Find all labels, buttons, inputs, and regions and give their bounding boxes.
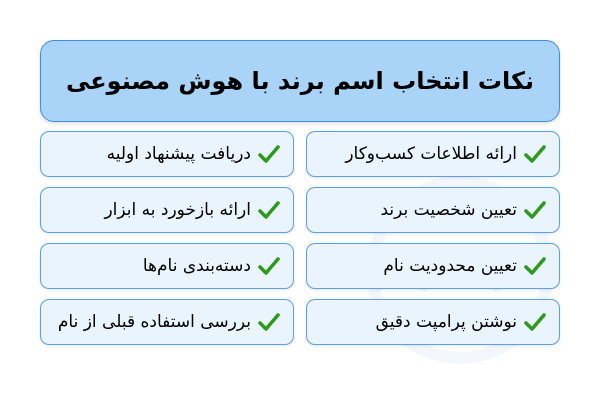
check-icon: [523, 254, 547, 278]
check-icon: [257, 254, 281, 278]
check-icon: [523, 310, 547, 334]
tip-label: دریافت پیشنهاد اولیه: [106, 144, 251, 164]
page-title: نکات انتخاب اسم برند با هوش مصنوعی: [65, 67, 534, 95]
check-icon: [523, 198, 547, 222]
tip-card: [306, 187, 560, 233]
check-icon: [523, 142, 547, 166]
tip-card: [40, 299, 294, 345]
title-banner: [40, 40, 560, 122]
tip-card: [40, 187, 294, 233]
tip-card: [306, 243, 560, 289]
check-icon: [257, 310, 281, 334]
tip-label: نوشتن پرامپت دقیق: [375, 312, 517, 332]
tip-card: [306, 299, 560, 345]
tip-card: [40, 131, 294, 177]
tip-card: [40, 243, 294, 289]
tip-label: ارائه اطلاعات کسب‌وکار: [345, 144, 517, 164]
tip-label: تعیین محدودیت نام: [383, 256, 517, 276]
tip-label: ارائه بازخورد به ابزار: [104, 200, 251, 220]
tip-label: بررسی استفاده قبلی از نام: [57, 312, 251, 332]
tip-label: تعیین شخصیت برند: [380, 200, 517, 220]
check-icon: [257, 142, 281, 166]
tip-card: [306, 131, 560, 177]
tip-label: دسته‌بندی نام‌ها: [142, 256, 251, 276]
check-icon: [257, 198, 281, 222]
